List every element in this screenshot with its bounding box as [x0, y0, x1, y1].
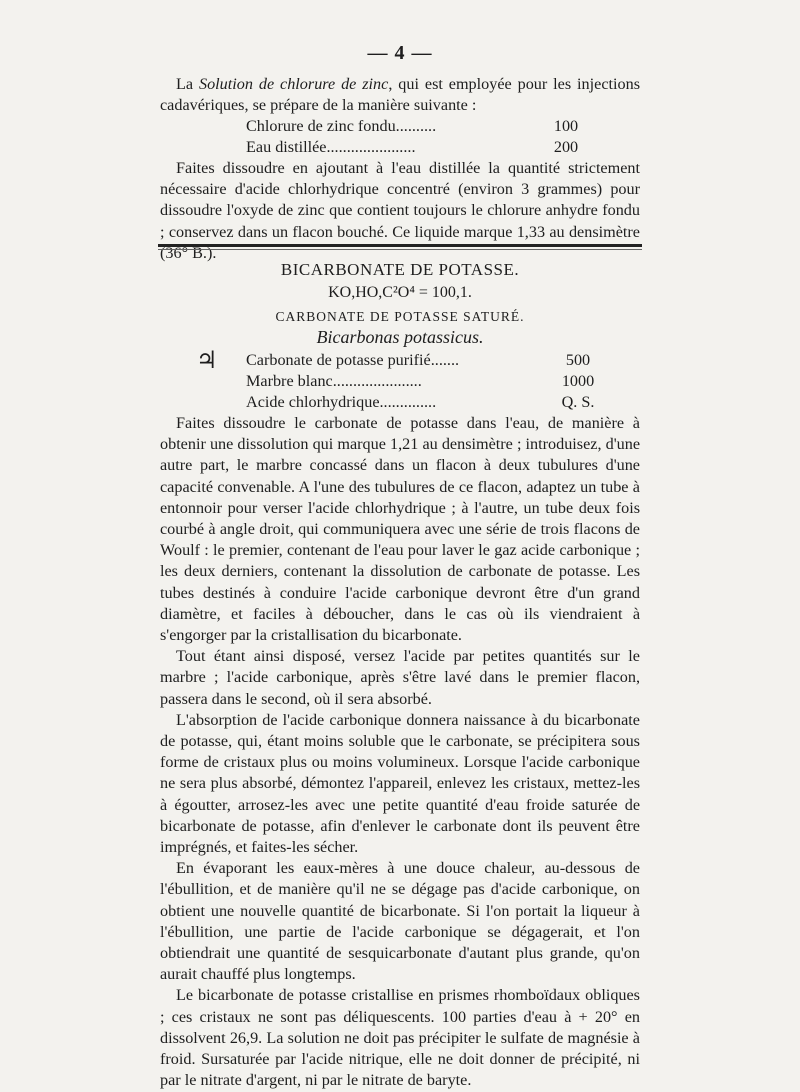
recipe-row: Marbre blanc...................... 1000 — [246, 372, 595, 391]
paragraph: Tout étant ainsi disposé, versez l'acide par petites quantités sur le marbre ; l'acide carbonique, après s'être lavé dans le premier flacon, passera dans le second, où il sera absorbé. — [160, 647, 640, 708]
paragraph: L'absorption de l'acide carbonique donnera naissance à du bicarbonate de potasse, qui, étant moins soluble que le carbonate, se précipitera sous forme de cristaux plus ou moins volumineux. Lorsque l'acide carbonique ne sera plus absorbé, démontez l'appareil, enlevez les cristaux, mettez-les à égoutter, arrosez-les avec une petite quantité d'eau froide saturée de bicarbonate de potasse, afin d'enlever le carbonate dont ils peuvent être imprégnés, et faites-les sécher. — [160, 710, 640, 857]
recipe-zinc — [246, 116, 598, 158]
recipe-row: Chlorure de zinc fondu.......... 100 — [246, 117, 579, 135]
recipe-row: Eau distillée...................... 200 — [246, 138, 579, 157]
paragraph: En évaporant les eaux-mères à une douce chaleur, au-dessous de l'ébullition, et de manière qu'il ne se dégage pas d'acide carbonique, on obtient une nouvelle quantité de bicarbonate. Si l'on portait la liqueur à l'ébullition, une partie de l'acide carbonique se dégagerait, et l'on obtiendrait une quantité de sesquicarbonate d'autant plus grande, qu'on aurait chauffé plus longtemps. — [160, 859, 640, 984]
body-text — [160, 413, 640, 1092]
paragraph: Faites dissoudre le carbonate de potasse dans l'eau, de manière à obtenir une dissolution qui marque 1,21 au densimètre ; introduisez, d'une autre part, le marbre concassé dans un flacon à deux tubulures d'une capacité convenable. A l'une des tubulures de ce flacon, adaptez un tube à entonnoir pour verser l'acide chlorhydrique ; à l'autre, un tube deux fois courbé à angle droit, qui communiquera avec une série de trois flacons de Woulf : le premier, contenant de l'eau pour laver le gaz acide carbonique ; les deux derniers, contenant la dissolution de carbonate de potasse. Les tubes destinés à conduire l'acide carbonique devront être d'un grand diamètre, et faciles à déboucher, dans le cas où ils viendraient à s'engorger par la cristallisation du bicarbonate. — [160, 414, 640, 645]
recipe-bicarbonate — [246, 350, 610, 414]
recipe-row: Carbonate de potasse purifié....... 500 — [246, 351, 591, 369]
section-rule-thin — [158, 249, 642, 250]
page-number: — 4 — — [367, 42, 433, 64]
section-title: BICARBONATE DE POTASSE. — [280, 260, 520, 279]
intro-paragraph: La Solution de chlorure de zinc, qui est employée pour les injections cadavériques, se prépare de la manière suivante : — [160, 75, 640, 115]
section-rule — [158, 244, 642, 247]
recipe-symbol: ♃ — [196, 348, 218, 374]
section-formula: KO,HO,C²O⁴ = 100,1. — [328, 284, 472, 301]
recipe-row: Acide chlorhydrique.............. Q. S. — [246, 393, 595, 412]
section-subtitle: CARBONATE DE POTASSE SATURÉ. — [275, 309, 525, 324]
section-latin-name: Bicarbonas potassicus. — [316, 327, 484, 347]
intro-paragraph-2: Faites dissoudre en ajoutant à l'eau distillée la quantité strictement nécessaire d'acide chlorhydrique concentré (environ 3 grammes) pour dissoudre l'oxyde de zinc que contient toujours le chlorure anhydre fondu ; conservez dans un flacon bouché. Ce liquide marque 1,33 au densimètre (36° B.). — [160, 159, 640, 262]
paragraph: Le bicarbonate de potasse cristallise en prismes rhomboïdaux obliques ; ces cristaux ne sont pas déliquescents. 100 parties d'eau à + 20° en dissolvent 26,9. La solution ne doit pas précipiter le sulfate de magnésie à froid. Sursaturée par l'acide nitrique, elle ne doit donner de précipité, ni par le nitrate d'argent, ni par le nitrate de baryte. — [160, 986, 640, 1090]
intro-italic: Solution de chlorure de zinc — [198, 75, 389, 93]
intro-block — [160, 74, 640, 116]
